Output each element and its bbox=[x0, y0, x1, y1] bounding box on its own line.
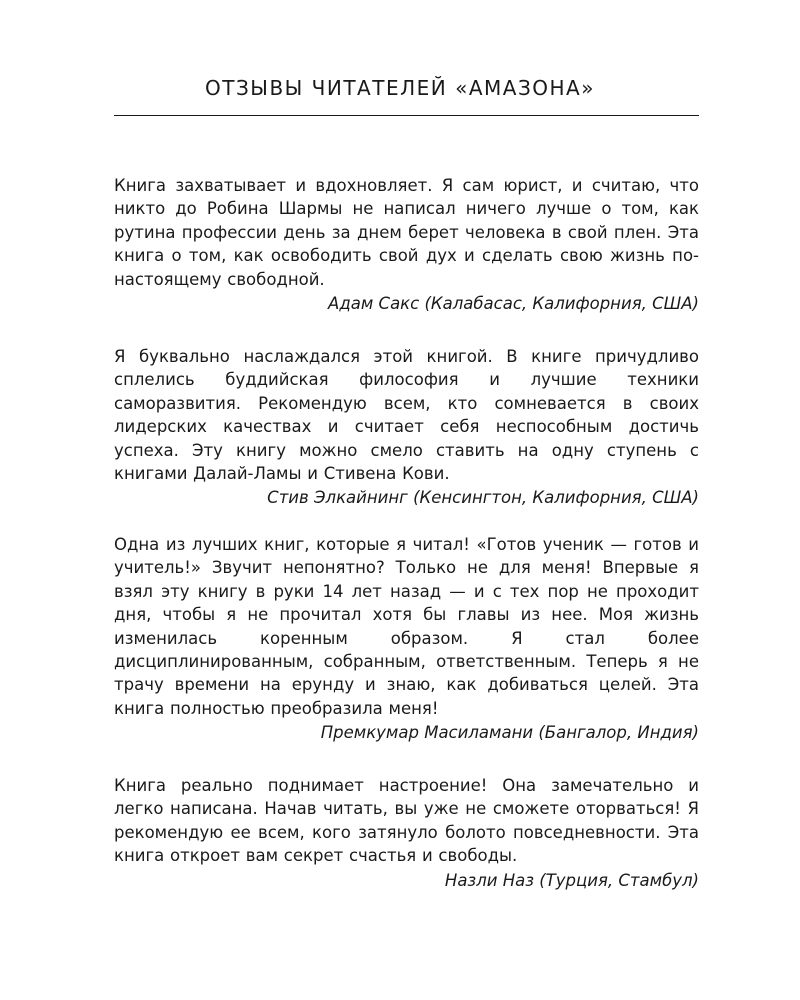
review-author: Стив Элкайнинг (Кенсингтон, Калифорния, США) bbox=[267, 488, 699, 508]
review-1 bbox=[114, 174, 699, 316]
review-author: Назли Наз (Турция, Стамбул) bbox=[444, 870, 699, 890]
review-text: Книга захватывает и вдохновляет. Я сам юрист, и считаю, что никто до Робина Шармы не написал ничего лучше о том, как рутина профессии день за днем берет человека в свой плен. Эта книга о том, как освободить свой дух и сделать свою жизнь по-настоящему свободной. bbox=[114, 176, 699, 289]
review-3 bbox=[114, 533, 699, 745]
review-text: Я буквально наслаждался этой книгой. В книге причудливо сплелись буддийская философия и лучшие техники саморазвития. Рекомендую всем, кто сомневается в своих лидерских качествах и считает себя неспособным достичь успеха. Эту книгу можно смело ставить на одну ступень с книгами Далай-Ламы и Стивена Кови. bbox=[114, 347, 699, 484]
review-author: Премкумар Масиламани (Бангалор, Индия) bbox=[320, 723, 699, 743]
review-2 bbox=[114, 345, 699, 510]
page-title: ОТЗЫВЫ ЧИТАТЕЛЕЙ «АМАЗОНА» bbox=[205, 76, 595, 100]
review-text: Книга реально поднимает настроение! Она замечательно и легко написана. Начав читать, вы уже не сможете оторваться! Я рекомендую ее всем, кого затянуло болото повседневности. Эта книга откроет вам секрет счастья и свободы. bbox=[114, 776, 699, 866]
review-author: Адам Сакс (Калабасас, Калифорния, США) bbox=[328, 294, 699, 314]
title-divider bbox=[114, 115, 699, 116]
review-text: Одна из лучших книг, которые я читал! «Готов ученик — готов и учитель!» Звучит непонятно? Только не для меня! Впервые я взял эту книгу в руки 14 лет назад — и с тех пор не проходит дня, чтобы я не прочитал хотя бы главы из нее. Моя жизнь изменилась коренным образом. Я стал более дисциплинированным, собранным, ответственным. Теперь я не трачу времени на ерунду и знаю, как добиваться целей. Эта книга полностью преобразила меня! bbox=[114, 535, 699, 718]
review-4 bbox=[114, 774, 699, 893]
